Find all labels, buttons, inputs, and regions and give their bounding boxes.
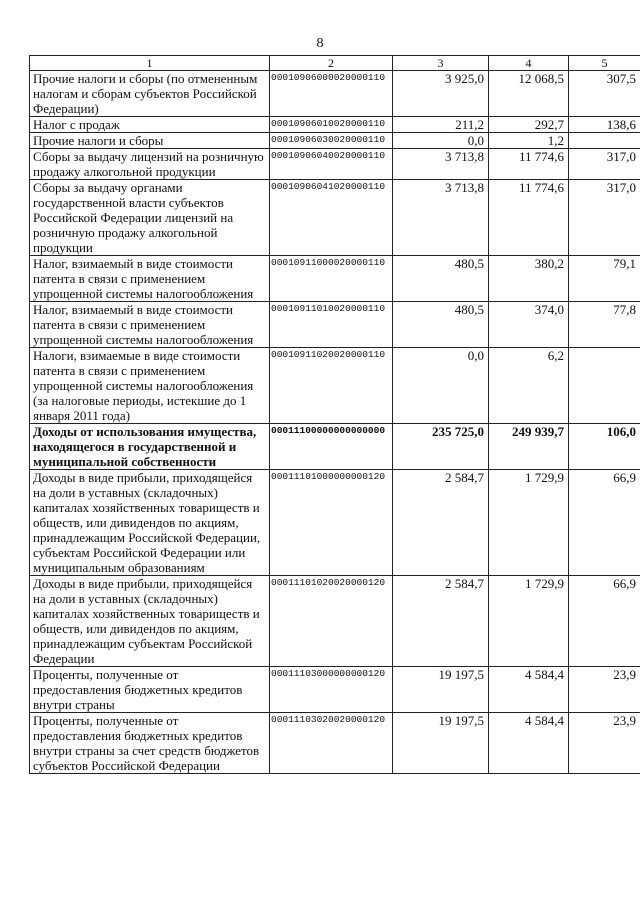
- table-row: [30, 117, 640, 133]
- row-value-col4: 4 584,4: [489, 667, 569, 713]
- header-col-1: 1: [30, 56, 270, 71]
- row-code-cell: 00011100000000000000: [270, 424, 393, 470]
- row-value-col5: 66,9: [569, 470, 640, 576]
- row-value-col3: 3 925,0: [393, 71, 489, 117]
- table-row: [30, 133, 640, 149]
- row-value-col5: 23,9: [569, 713, 640, 774]
- row-name-cell: Прочие налоги и сборы: [30, 133, 270, 149]
- row-value-col5: 106,0: [569, 424, 640, 470]
- row-code-cell: 00010911000020000110: [270, 256, 393, 302]
- row-value-col3: 2 584,7: [393, 470, 489, 576]
- table-row: [30, 348, 640, 424]
- row-code-cell: 00011101000000000120: [270, 470, 393, 576]
- table-row: [30, 667, 640, 713]
- table-row: [30, 149, 640, 180]
- row-value-col3: 3 713,8: [393, 149, 489, 180]
- row-code-cell: 00010911020020000110: [270, 348, 393, 424]
- row-name-cell: Проценты, полученные от предоставления бюджетных кредитов внутри страны за счет средств бюджетов субъектов Российской Федерации: [30, 713, 270, 774]
- row-name-cell: Налоги, взимаемые в виде стоимости патента в связи с применением упрощенной системы налогообложения (за налоговые периоды, истекшие до 1 января 2011 года): [30, 348, 270, 424]
- row-name-cell: Налог, взимаемый в виде стоимости патента в связи с применением упрощенной системы налогообложения: [30, 256, 270, 302]
- row-value-col5: 317,0: [569, 180, 640, 256]
- row-value-col5: [569, 133, 640, 149]
- row-value-col5: 307,5: [569, 71, 640, 117]
- header-row: [30, 56, 640, 71]
- budget-revenue-table: [29, 55, 640, 774]
- row-name-cell: Доходы в виде прибыли, приходящейся на доли в уставных (складочных) капиталах хозяйственных товариществ и обществ, или дивидендов по акциям, принадлежащим субъектам Российской Федерации: [30, 576, 270, 667]
- row-name-cell: Доходы в виде прибыли, приходящейся на доли в уставных (складочных) капиталах хозяйственных товариществ и обществ, или дивидендов по акциям, принадлежащим Российской Федерации, субъектам Российской Федерации или муниципальным образованиям: [30, 470, 270, 576]
- table-body: [30, 71, 640, 774]
- row-name-cell: Сборы за выдачу органами государственной власти субъектов Российской Федерации лицензий на розничную продажу алкогольной продукции: [30, 180, 270, 256]
- row-value-col4: 11 774,6: [489, 180, 569, 256]
- table-row: [30, 256, 640, 302]
- row-name-cell: Налог с продаж: [30, 117, 270, 133]
- row-name-cell: Налог, взимаемый в виде стоимости патента в связи с применением упрощенной системы налогообложения: [30, 302, 270, 348]
- row-value-col3: 211,2: [393, 117, 489, 133]
- row-code-cell: 00011103000000000120: [270, 667, 393, 713]
- header-col-4: 4: [489, 56, 569, 71]
- row-value-col3: 2 584,7: [393, 576, 489, 667]
- row-value-col3: 0,0: [393, 133, 489, 149]
- row-value-col4: 12 068,5: [489, 71, 569, 117]
- row-code-cell: 00010906040020000110: [270, 149, 393, 180]
- table-row: [30, 470, 640, 576]
- row-value-col5: 77,8: [569, 302, 640, 348]
- page-number: 8: [316, 36, 324, 51]
- row-value-col3: 19 197,5: [393, 667, 489, 713]
- row-value-col5: 23,9: [569, 667, 640, 713]
- row-code-cell: 00011103020020000120: [270, 713, 393, 774]
- header-col-3: 3: [393, 56, 489, 71]
- row-value-col4: 1 729,9: [489, 576, 569, 667]
- row-value-col5: 317,0: [569, 149, 640, 180]
- row-value-col3: 480,5: [393, 256, 489, 302]
- table-row: [30, 180, 640, 256]
- table-row: [30, 424, 640, 470]
- row-value-col5: 66,9: [569, 576, 640, 667]
- row-value-col5: [569, 348, 640, 424]
- row-name-cell: Проценты, полученные от предоставления бюджетных кредитов внутри страны: [30, 667, 270, 713]
- table-row: [30, 713, 640, 774]
- table-row: [30, 302, 640, 348]
- row-code-cell: 00010906010020000110: [270, 117, 393, 133]
- row-code-cell: 00010906030020000110: [270, 133, 393, 149]
- row-code-cell: 00010911010020000110: [270, 302, 393, 348]
- row-value-col4: 292,7: [489, 117, 569, 133]
- row-value-col4: 249 939,7: [489, 424, 569, 470]
- row-value-col4: 374,0: [489, 302, 569, 348]
- row-value-col5: 138,6: [569, 117, 640, 133]
- row-value-col3: 480,5: [393, 302, 489, 348]
- row-name-cell: Прочие налоги и сборы (по отмененным налогам и сборам субъектов Российской Федерации): [30, 71, 270, 117]
- row-value-col4: 1,2: [489, 133, 569, 149]
- row-value-col4: 380,2: [489, 256, 569, 302]
- header-col-2: 2: [270, 56, 393, 71]
- table-row: [30, 576, 640, 667]
- row-value-col3: 19 197,5: [393, 713, 489, 774]
- row-code-cell: 00010906000020000110: [270, 71, 393, 117]
- row-name-cell: Сборы за выдачу лицензий на розничную продажу алкогольной продукции: [30, 149, 270, 180]
- row-value-col4: 1 729,9: [489, 470, 569, 576]
- row-code-cell: 00011101020020000120: [270, 576, 393, 667]
- row-value-col3: 0,0: [393, 348, 489, 424]
- table-row: [30, 71, 640, 117]
- row-value-col4: 11 774,6: [489, 149, 569, 180]
- row-value-col4: 6,2: [489, 348, 569, 424]
- row-code-cell: 00010906041020000110: [270, 180, 393, 256]
- row-value-col5: 79,1: [569, 256, 640, 302]
- row-value-col4: 4 584,4: [489, 713, 569, 774]
- row-value-col3: 235 725,0: [393, 424, 489, 470]
- row-value-col3: 3 713,8: [393, 180, 489, 256]
- header-col-5: 5: [569, 56, 640, 71]
- row-name-cell: Доходы от использования имущества, находящегося в государственной и муниципальной собственности: [30, 424, 270, 470]
